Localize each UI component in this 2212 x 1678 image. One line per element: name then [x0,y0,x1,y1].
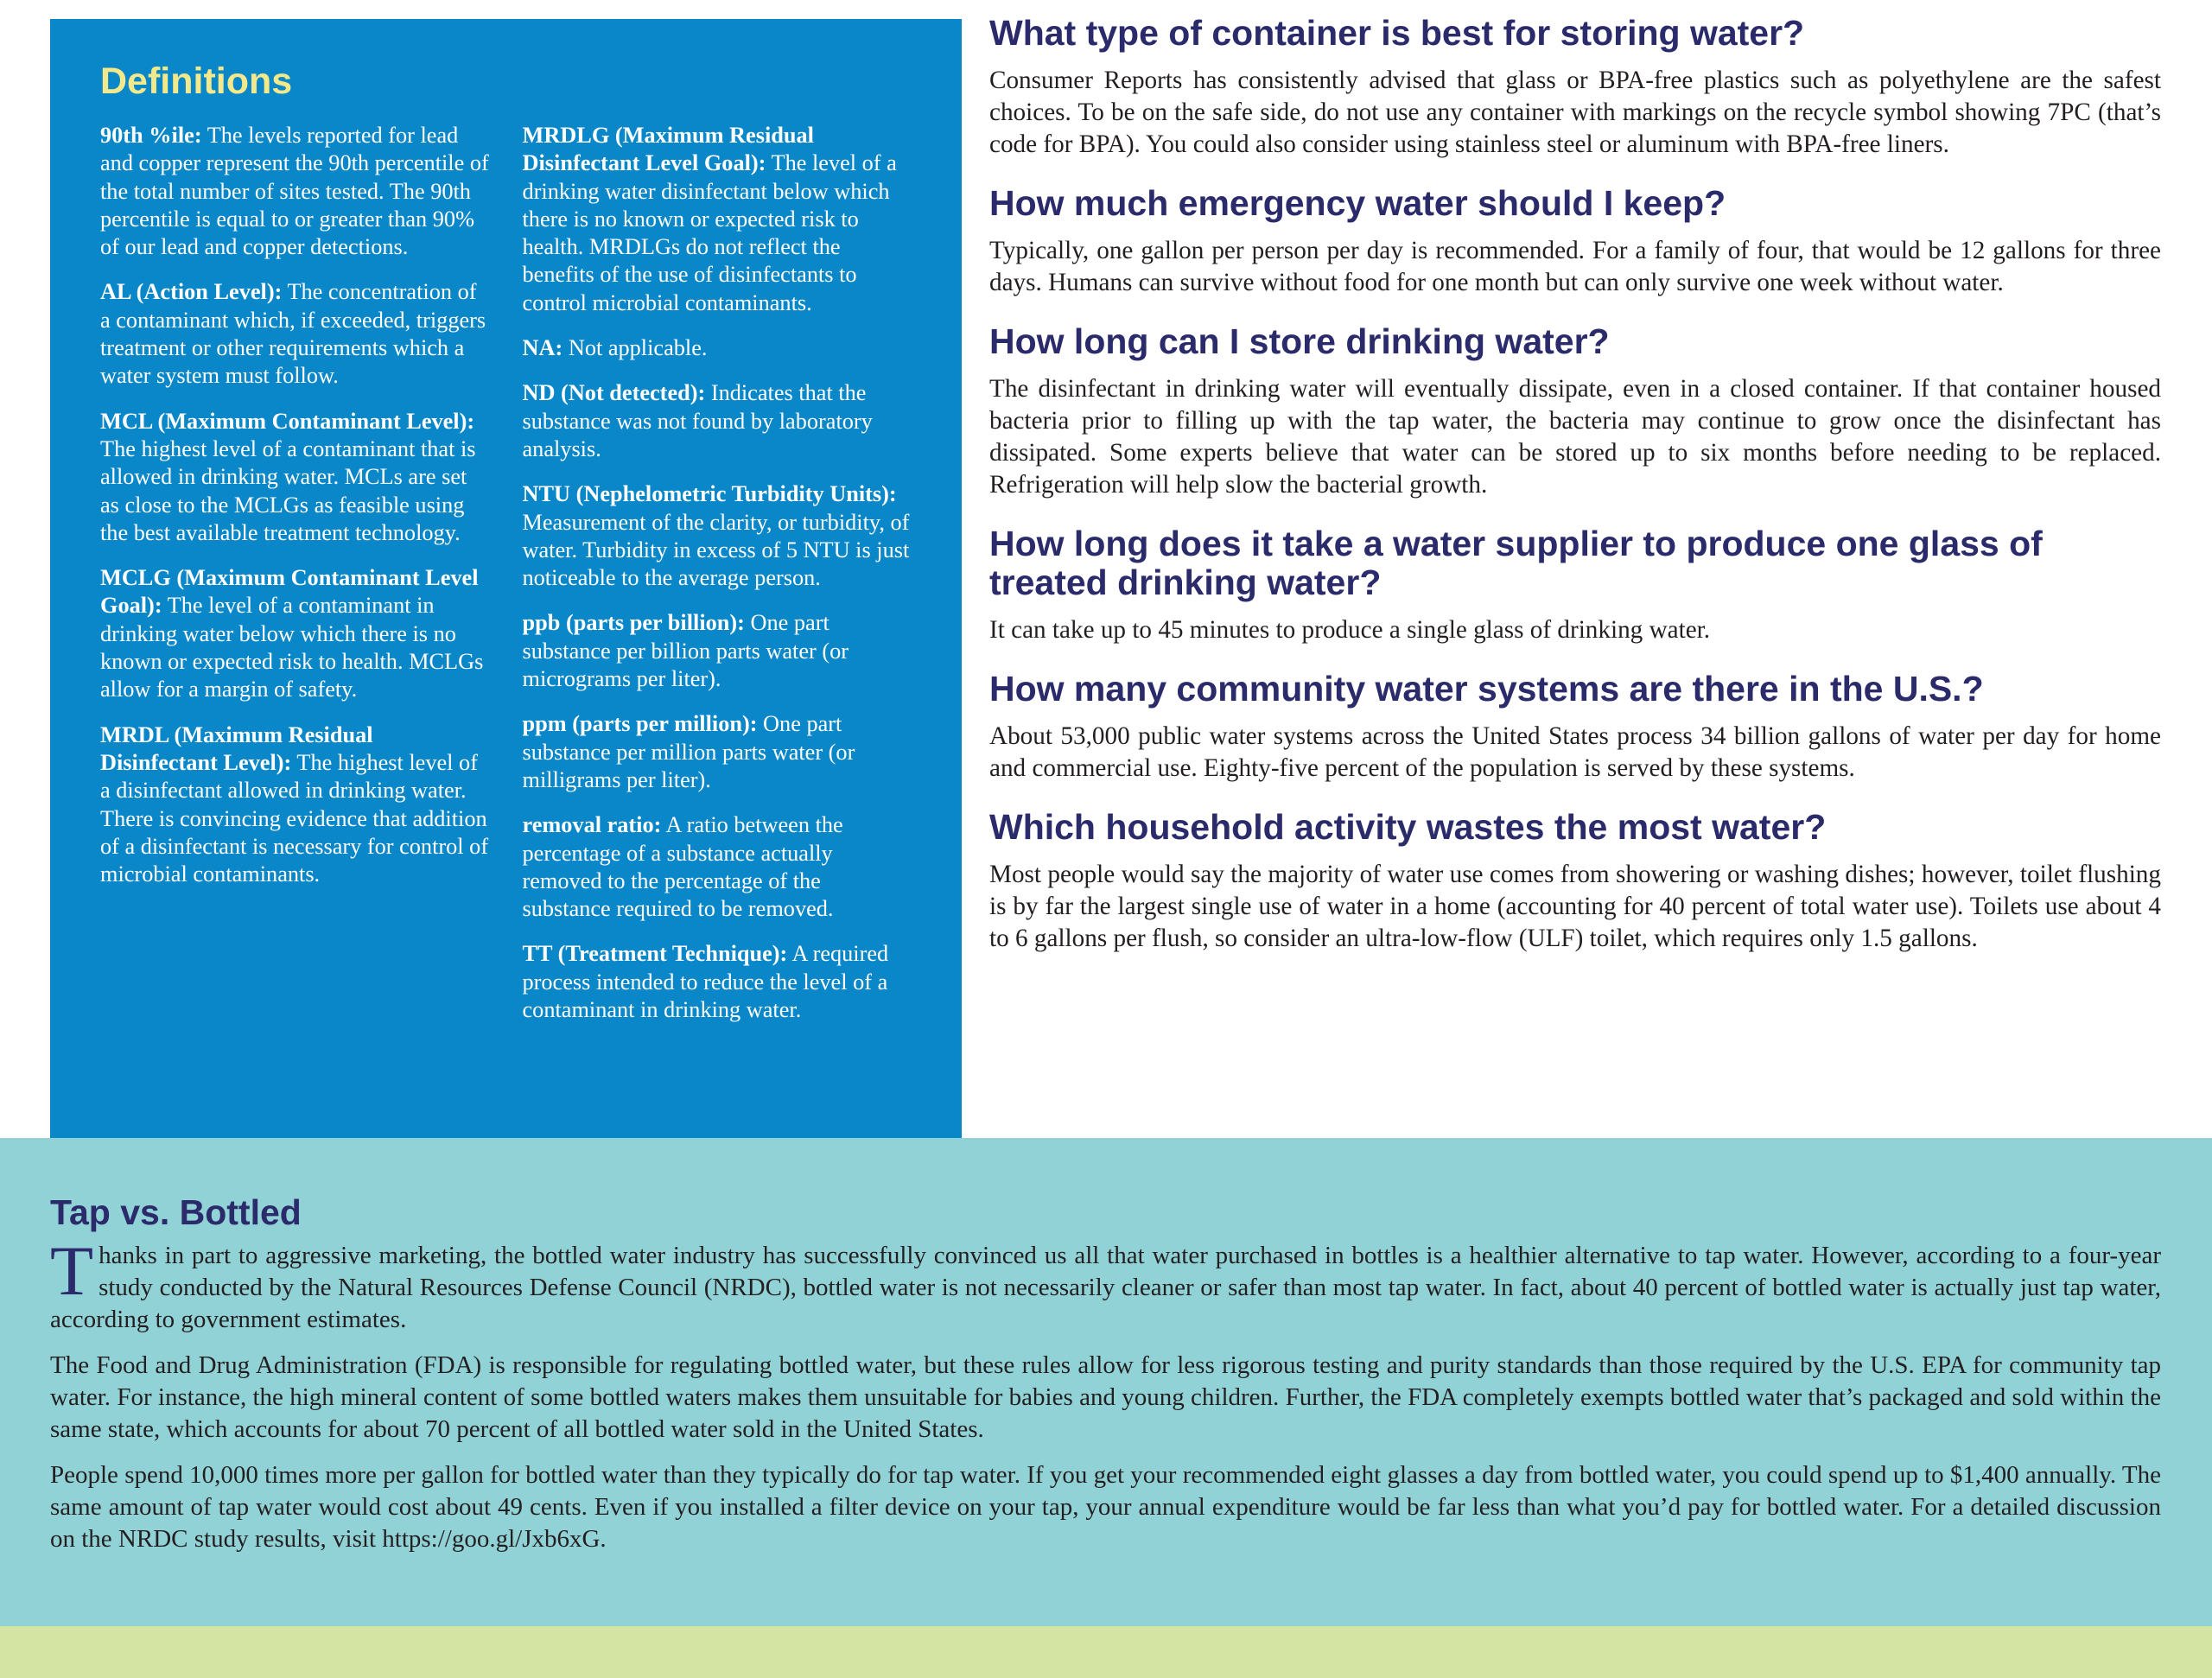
faq-answer: Consumer Reports has consistently advised that glass or BPA-free plastics such as polyethylene are the safest choices. To be on the safe side, do not use any container with markings on the recycle symbol showing 7PC (that’s code for BPA). You could also consider using stainless steel or aluminum with BPA-free liners. [989,67,2161,158]
faq-question: How many community water systems are there in the U.S.? [989,669,1984,709]
definition-term: removal ratio: [522,812,662,838]
definition-nd [523,379,914,463]
definition-text: The level of a contaminant in drinking water below which there is no known or expected risk to health. MCLGs allow for a margin of safety. [100,593,484,702]
definition-text: Not applicable. [563,335,708,361]
faq-question: How long can I store drinking water? [989,321,1610,361]
definition-mclg [100,564,492,703]
definition-ntu [523,480,914,592]
definition-term: AL (Action Level): [100,279,283,305]
definition-text: The level of a drinking water disinfectant below which there is no known or expected risk to health. MRDLGs do not reflect the benefits of the use of disinfectants to control microbial contaminants. [522,150,897,315]
definition-text: The levels reported for lead and copper represent the 90th percentile of the total number of sites tested. The 90th percentile is equal to or greater than 90% of our lead and copper detections. [100,123,489,260]
definition-removal-ratio [523,811,914,923]
definition-mrdl [100,721,492,889]
definition-text: A required process intended to reduce the level of a contaminant in drinking water. [522,941,889,1023]
faq-question: What type of container is best for storing water? [989,13,1805,53]
faq-question: How much emergency water should I keep? [989,183,1726,223]
definition-term: NTU (Nephelometric Turbidity Units): [522,481,897,507]
footer-band [0,1626,2212,1678]
definitions-column-2 [523,122,914,1041]
definition-action-level [100,278,492,390]
definition-term: ND (Not detected): [522,380,706,406]
faq-question: Which household activity wastes the most water? [989,807,1827,847]
definition-text: The concentration of a contaminant which, if exceeded, triggers treatment or other requirements which a water system must follow. [100,279,486,389]
definitions-title: Definitions [100,60,293,102]
definitions-columns [100,122,913,1041]
definition-text: Indicates that the substance was not found by laboratory analysis. [522,380,873,461]
definition-mcl [100,408,492,547]
faq-question: How long does it take a water supplier to produce one glass of treated drinking water? [989,524,2043,602]
tap-vs-bottled-paragraph-1 [50,1231,2161,1336]
definition-term: MRDLG (Maximum Residual Disinfectant Level Goal): [522,123,814,176]
tap-vs-bottled-title: Tap vs. Bottled [50,1192,302,1232]
definition-na [523,334,914,362]
faq-answer: The disinfectant in drinking water will eventually dissipate, even in a closed container. If that container housed bacteria prior to filling up with the tap water, the bacteria may continue to grow once the disinfectant has dissipated. Some experts believe that water can be stored up to six months before needing to be replaced. Refrigeration will help slow the bacterial growth. [989,375,2161,499]
definition-term: TT (Treatment Technique): [522,941,788,967]
definition-text: Measurement of the clarity, or turbidity, of water. Turbidity in excess of 5 NTU is just noticeable to the average person. [522,509,910,591]
tap-vs-bottled-paragraph-2: The Food and Drug Administration (FDA) is responsible for regulating bottled water, but these rules allow for less rigorous testing and purity standards than those required by the U.S. EPA for community tap water. For instance, the high mineral content of some bottled waters makes them unsuitable for babies and young children. Further, the FDA completely exempts bottled water that’s packaged and sold within the same state, which accounts for about 70 percent of all bottled water sold in the United States. [50,1351,2161,1443]
definition-term: MCL (Maximum Contaminant Level): [100,408,475,434]
definition-term: 90th %ile: [100,123,202,148]
definition-term: MCLG (Maximum Contaminant Level Goal): [100,565,479,619]
drop-cap: T [50,1231,94,1310]
definition-ppm [523,710,914,794]
definition-ppb [523,609,914,693]
definitions-panel [50,19,962,1138]
tap-vs-bottled-paragraph-3: People spend 10,000 times more per gallon for bottled water than they typically do for tap water. If you get your recommended eight glasses a day from bottled water, you could spend up to $1,400 annually. The same amount of tap water would cost about 49 cents. Even if you installed a filter device on your tap, your annual expenditure would be far less than what you’d pay for bottled water. For a detailed discussion on the NRDC study results, visit https://goo.gl/Jxb6xG. [50,1461,2161,1553]
faq-answer: Typically, one gallon per person per day is recommended. For a family of four, that would be 12 gallons for three days. Humans can survive without food for one month but can only survive one week without water. [989,237,2161,296]
definition-tt [523,940,914,1024]
definition-term: MRDL (Maximum Residual Disinfectant Level): [100,721,373,775]
definition-text: One part substance per billion parts water (or micrograms per liter). [522,610,849,692]
faq-answer: Most people would say the majority of water use comes from showering or washing dishes; however, toilet flushing is by far the largest single use of water in a home (accounting for 40 percent of total water use). Toilets use about 4 to 6 gallons per flush, so consider an ultra-low-flow (ULF) toilet, which requires only 1.5 gallons. [989,861,2161,952]
faq-answer: About 53,000 public water systems across the United States process 34 billion gallons of water per day for home and commercial use. Eighty-five percent of the population is served by these systems. [989,722,2161,782]
definition-term: ppb (parts per billion): [522,610,745,636]
definition-mrdlg [523,122,914,317]
faq-section [989,14,2161,978]
definition-text: A ratio between the percentage of a substance actually removed to the percentage of the substance required to be removed. [522,812,843,922]
definition-text: The highest level of a disinfectant allowed in drinking water. There is convincing evidence that addition of a disinfectant is necessary for control of microbial contaminants. [100,749,489,887]
definition-term: ppm (parts per million): [522,711,758,737]
paragraph-text: hanks in part to aggressive marketing, the bottled water industry has successfully convinced us all that water purchased in bottles is a healthier alternative to tap water. However, according to a four-year study conducted by the Natural Resources Defense Council (NRDC), bottled water is not necessarily cleaner or safer than most tap water. In fact, about 40 percent of bottled water is actually just tap water, according to government estimates. [50,1242,2161,1333]
definition-text: The highest level of a contaminant that is allowed in drinking water. MCLs are set as close to the MCLGs as feasible using the best available treatment technology. [100,435,476,545]
definitions-column-1 [100,122,492,1041]
tap-vs-bottled-section [0,1138,2212,1626]
faq-answer: It can take up to 45 minutes to produce a single glass of drinking water. [989,616,1711,644]
definition-text: One part substance per million parts water (or milligrams per liter). [522,711,855,792]
definition-90th-percentile [100,122,492,261]
definition-term: NA: [522,335,563,361]
